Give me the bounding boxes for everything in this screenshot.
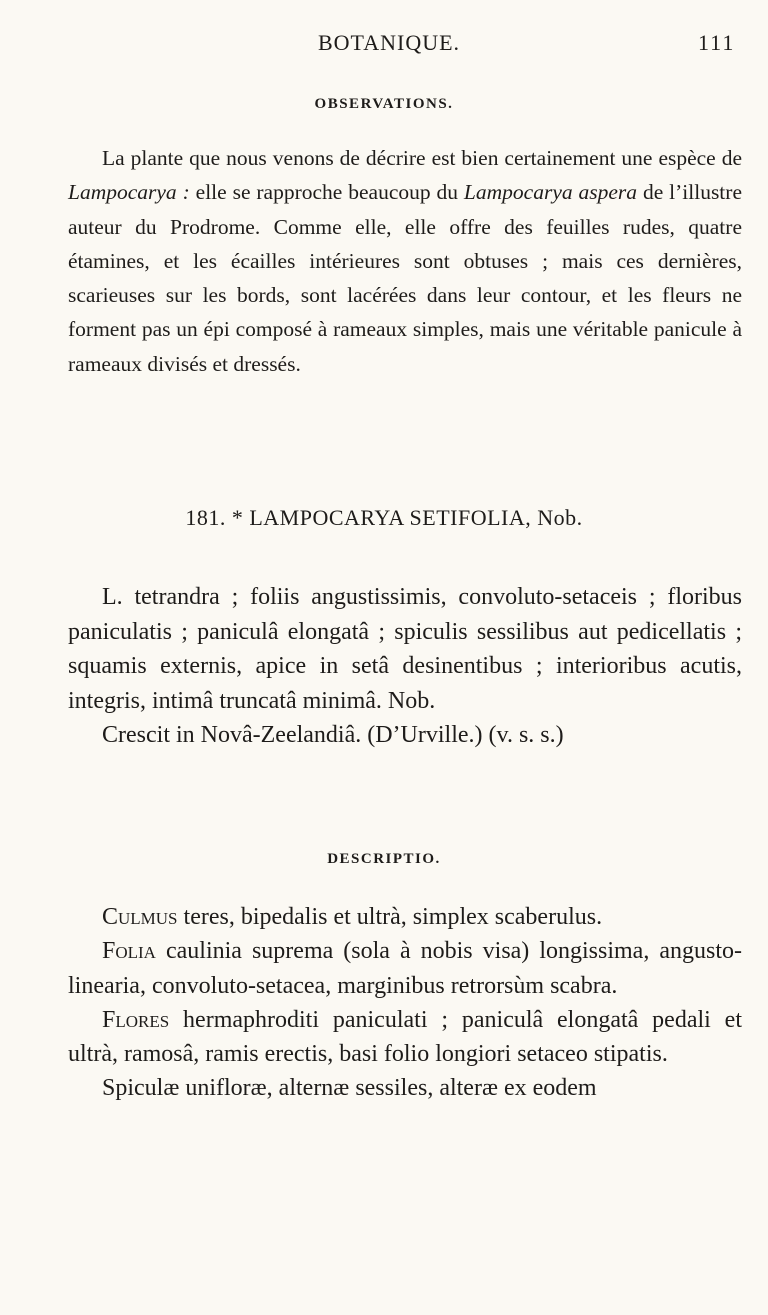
observations-text-2: elle se rapproche beaucoup du [189,180,464,205]
species-heading: 181. * LAMPOCARYA SETIFOLIA, Nob. [185,505,583,530]
culmus-text: teres, bipedalis et ultrà, simplex scaberulus. [177,904,603,930]
folia-label: Folia [102,938,156,965]
flores-text: hermaphroditi paniculati ; paniculâ elongatâ pedali et ultrà, ramosâ, ramis erectis, basi folio longiori setaceo stipatis. [68,1006,742,1068]
description-flores [68,1003,742,1072]
observations-text-1: La plante que nous venons de décrire est bien certainement une espèce de [102,146,742,170]
description-folia [68,934,742,1003]
species-habitat: Crescit in Novâ-Zeelandiâ. (D’Urville.) (v. s. s.) [102,722,564,749]
description-spiculae: Spiculæ unifloræ, alternæ sessiles, alteræ ex eodem [102,1075,597,1102]
observations-genus-italic: Lampocarya : [68,180,190,205]
description-title: DESCRIPTIO. [327,851,441,867]
species-diagnosis-block [68,580,742,753]
observations-species-italic: Lampocarya aspera [463,180,638,205]
flores-label: Flores [102,1006,170,1033]
page-number: 111 [698,30,736,55]
observations-text-3: de l’illustre auteur du Prodrome. Comme elle, elle offre des feuilles rudes, quatre étamines, et les écailles intérieures sont obtuses ; mais ces dernières, scarieuses sur les bords, sont lacérées dans leur contour, et les fleurs ne forment pas un épi composé à rameaux simples, mais une véritable panicule à rameaux divisés et dressés. [68,180,742,376]
culmus-label: Culmus [102,904,178,930]
species-diagnosis: L. tetrandra ; foliis angustissimis, convoluto-setaceis ; floribus paniculatis ; paniculâ elongatâ ; spiculis sessilibus aut pedicellatis ; squamis externis, apice in setâ desinentibus ; interioribus acutis, integris, intimâ truncatâ minimâ. Nob. [68,584,742,714]
folia-text: caulinia suprema (sola à nobis visa) longissima, angusto-linearia, convoluto-setacea, marginibus retrorsùm scabra. [68,938,742,999]
observations-paragraph [68,141,742,381]
running-head [0,30,768,64]
running-title: BOTANIQUE. [318,30,461,55]
description-culmus [68,900,742,934]
observations-title: OBSERVATIONS. [314,96,454,112]
description-block [68,900,742,1106]
